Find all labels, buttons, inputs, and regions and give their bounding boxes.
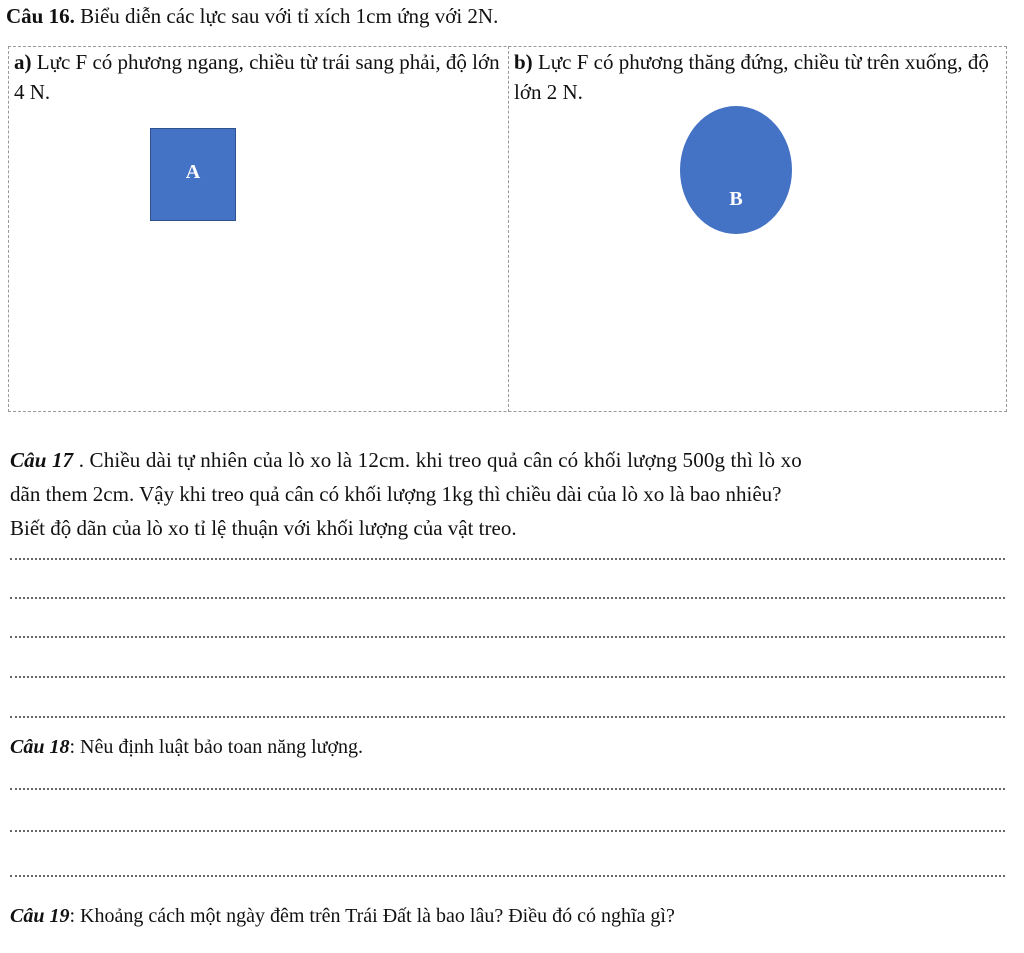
question-18-text: : Nêu định luật bảo toan năng lượng. bbox=[69, 736, 364, 758]
question-16-label: Câu 16. bbox=[6, 4, 75, 28]
question-17 bbox=[10, 443, 1015, 545]
object-b-circle bbox=[680, 106, 792, 234]
table-divider bbox=[508, 46, 509, 412]
answer-line bbox=[10, 830, 1005, 832]
part-a-text: Lực F có phương ngang, chiều từ trái sang phải, độ lớn 4 N. bbox=[14, 50, 500, 104]
answer-line bbox=[10, 716, 1005, 718]
object-b-label: B bbox=[729, 187, 743, 210]
part-b-label: b) bbox=[514, 50, 533, 74]
question-16-text: Biểu diễn các lực sau với tỉ xích 1cm ứng với 2N. bbox=[74, 4, 499, 28]
question-17-line-3: Biết độ dãn của lò xo tỉ lệ thuận với khối lượng của vật treo. bbox=[10, 516, 517, 540]
answer-line bbox=[10, 788, 1005, 790]
question-19 bbox=[10, 905, 675, 928]
part-a-cell bbox=[14, 47, 504, 107]
question-19-text: : Khoảng cách một ngày đêm trên Trái Đất là bao lâu? Điều đó có nghĩa gì? bbox=[69, 905, 675, 927]
part-b-cell bbox=[514, 47, 1006, 107]
question-16-heading bbox=[6, 4, 498, 29]
question-18-label: Câu 18 bbox=[10, 736, 70, 758]
answer-line bbox=[10, 875, 1005, 877]
answer-line bbox=[10, 676, 1005, 678]
question-18 bbox=[10, 736, 363, 759]
question-17-text-1: . Chiều dài tự nhiên của lò xo là 12cm. khi treo quả cân có khối lượng 500g thì lò xo bbox=[73, 448, 802, 472]
part-b-text: Lực F có phương thăng đứng, chiều từ trên xuống, độ lớn 2 N. bbox=[514, 50, 989, 104]
question-17-line-2: dãn them 2cm. Vậy khi treo quả cân có khối lượng 1kg thì chiều dài của lò xo là bao nhiêu? bbox=[10, 482, 782, 506]
question-19-label: Câu 19 bbox=[10, 905, 70, 927]
object-a-square bbox=[150, 128, 236, 221]
part-a-label: a) bbox=[14, 50, 32, 74]
question-17-line-1 bbox=[10, 443, 1015, 477]
answer-line bbox=[10, 636, 1005, 638]
object-a-label: A bbox=[185, 161, 201, 183]
answer-line bbox=[10, 597, 1005, 599]
question-17-label: Câu 17 bbox=[10, 448, 74, 472]
answer-line bbox=[10, 558, 1005, 560]
